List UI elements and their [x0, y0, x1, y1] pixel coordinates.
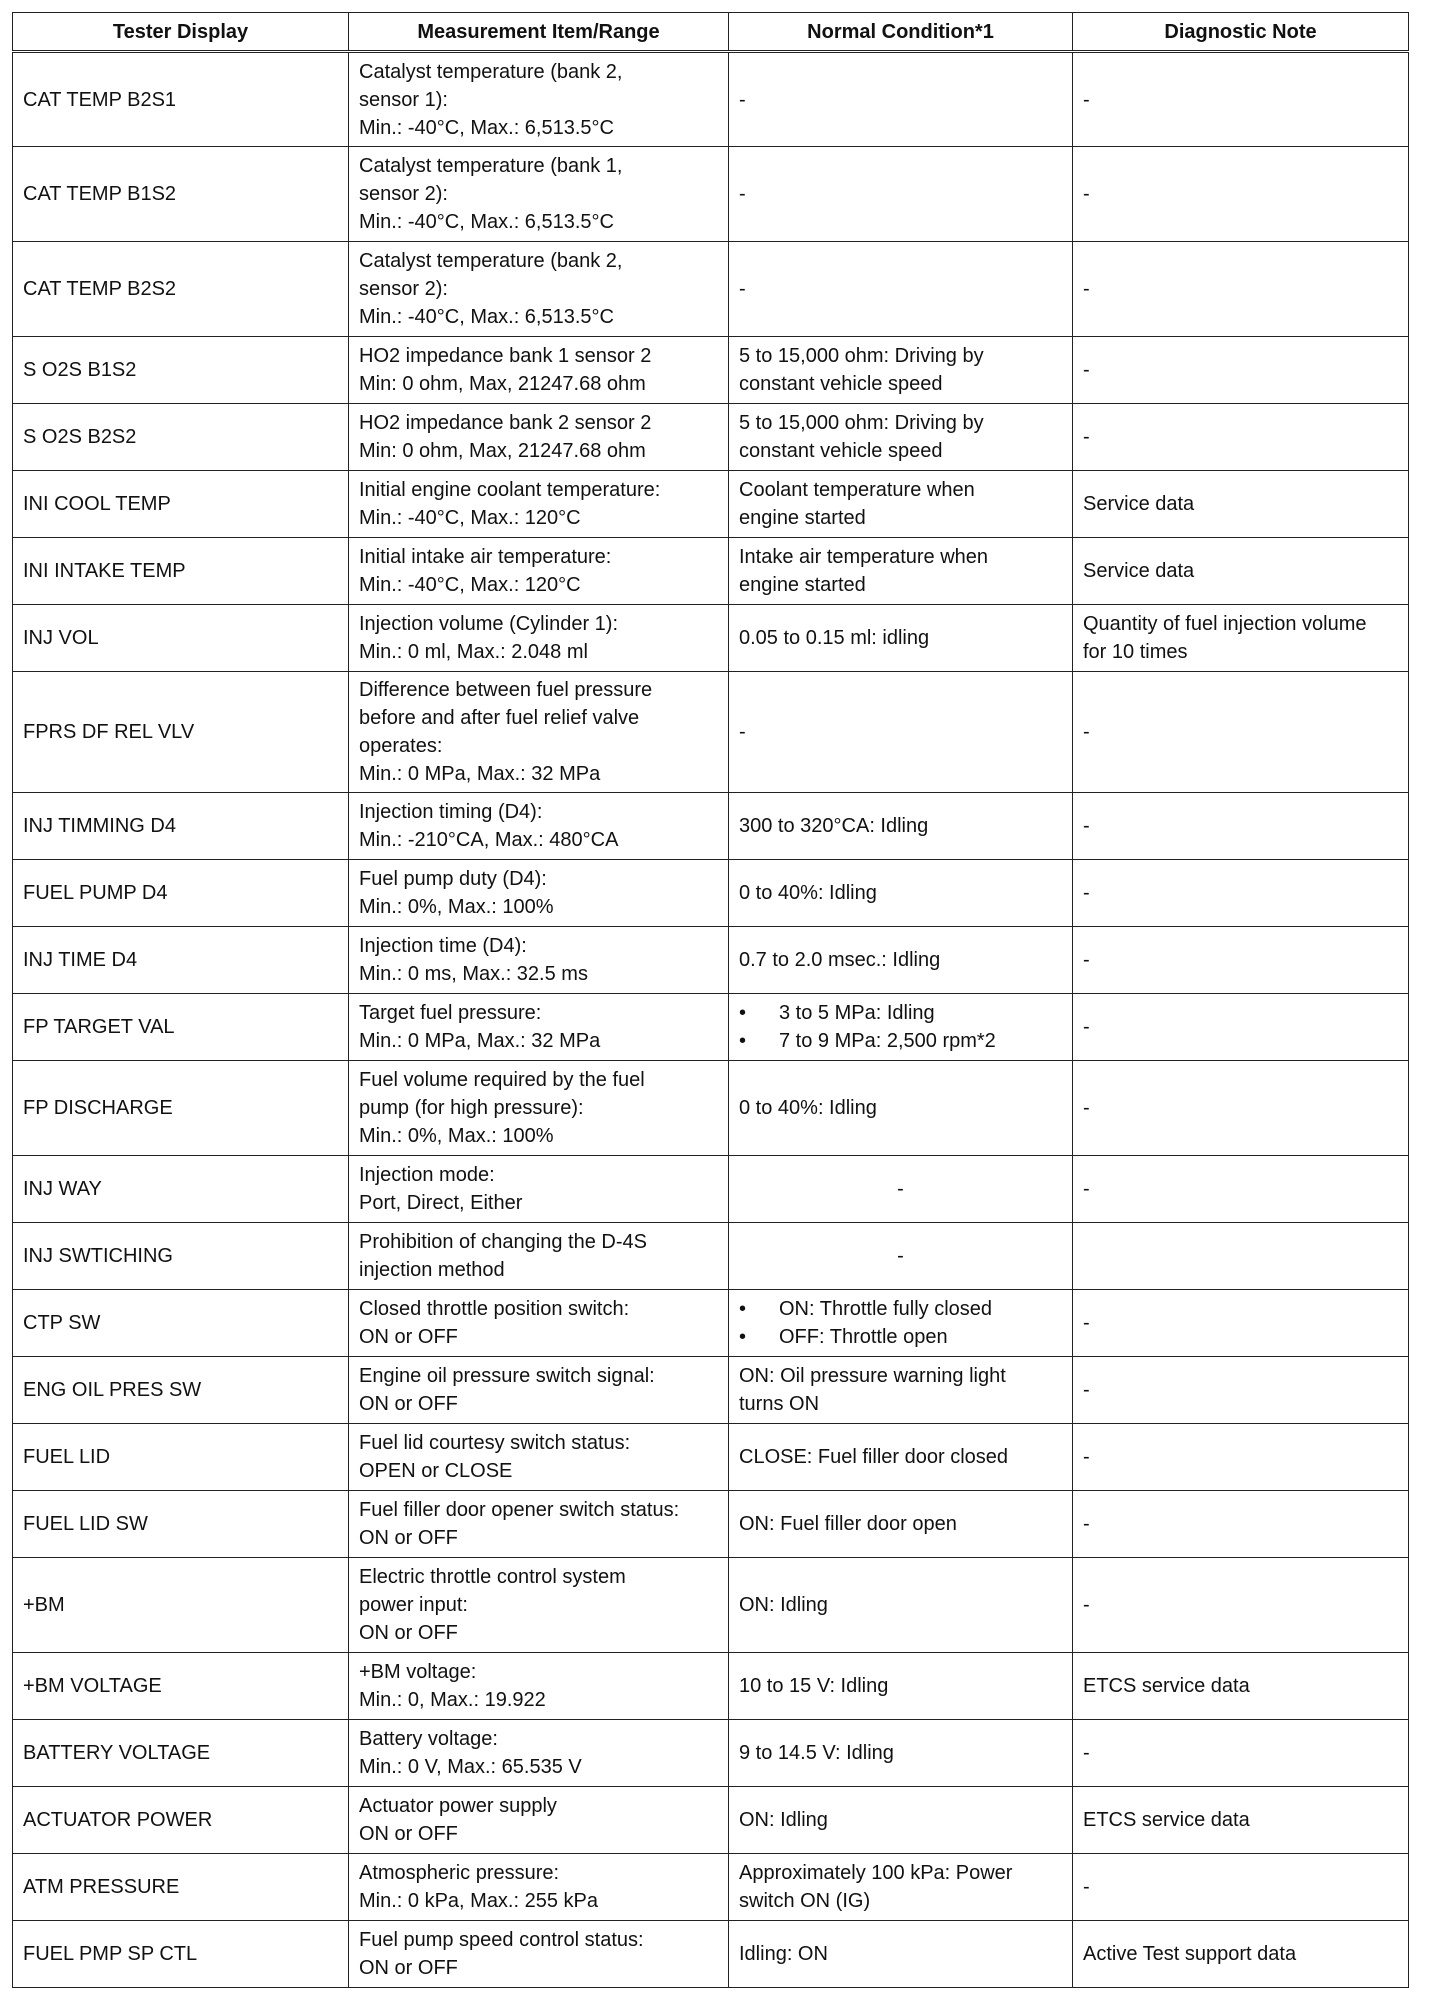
cell-line: turns ON — [739, 1393, 820, 1415]
cell-measurement-item — [349, 242, 729, 337]
table-row — [13, 1061, 1409, 1156]
cell-line: - — [1083, 278, 1090, 300]
table-row — [13, 242, 1409, 337]
cell-diagnostic-note — [1073, 52, 1409, 147]
cell-diagnostic-note — [1073, 337, 1409, 404]
cell-diagnostic-note — [1073, 1061, 1409, 1156]
cell-line: Fuel pump speed control status: — [359, 1929, 644, 1951]
cell-line: ON or OFF — [359, 1823, 458, 1845]
cell-tester-display: CAT TEMP B2S1 — [13, 52, 349, 147]
data-list-document — [12, 12, 1408, 1988]
cell-normal-condition — [729, 404, 1073, 471]
cell-tester-display: INJ TIME D4 — [13, 927, 349, 994]
cell-measurement-item — [349, 1921, 729, 1988]
cell-diagnostic-note — [1073, 404, 1409, 471]
cell-tester-display: INJ SWTICHING — [13, 1223, 349, 1290]
cell-normal-condition — [729, 1787, 1073, 1854]
cell-line: Initial intake air temperature: — [359, 546, 612, 568]
table-row — [13, 927, 1409, 994]
cell-diagnostic-note — [1073, 1223, 1409, 1290]
cell-line: Min.: 0%, Max.: 100% — [359, 896, 554, 918]
header-measurement-item: Measurement Item/Range — [349, 13, 729, 52]
cell-tester-display: S O2S B1S2 — [13, 337, 349, 404]
cell-line: Min: 0 ohm, Max, 21247.68 ohm — [359, 373, 646, 395]
cell-line: - — [739, 183, 746, 205]
cell-measurement-item — [349, 147, 729, 242]
table-row — [13, 1921, 1409, 1988]
cell-line: - — [1083, 1016, 1090, 1038]
cell-normal-condition — [729, 1491, 1073, 1558]
cell-line: Catalyst temperature (bank 2, — [359, 250, 623, 272]
cell-line: Min: 0 ohm, Max, 21247.68 ohm — [359, 440, 646, 462]
cell-line: ON: Idling — [739, 1809, 828, 1831]
cell-measurement-item — [349, 1156, 729, 1223]
cell-line: OPEN or CLOSE — [359, 1460, 513, 1482]
cell-line: - — [1083, 1379, 1090, 1401]
cell-line: Min.: 0 MPa, Max.: 32 MPa — [359, 1030, 601, 1052]
cell-diagnostic-note — [1073, 672, 1409, 793]
cell-measurement-item — [349, 927, 729, 994]
cell-line: constant vehicle speed — [739, 373, 943, 395]
cell-tester-display: ATM PRESSURE — [13, 1854, 349, 1921]
cell-tester-display: INJ TIMMING D4 — [13, 793, 349, 860]
cell-line: 300 to 320°CA: Idling — [739, 815, 929, 837]
cell-diagnostic-note — [1073, 860, 1409, 927]
cell-tester-display: FUEL PUMP D4 — [13, 860, 349, 927]
cell-normal-condition — [729, 242, 1073, 337]
table-row — [13, 52, 1409, 147]
cell-line: sensor 2): — [359, 183, 448, 205]
cell-diagnostic-note — [1073, 994, 1409, 1061]
cell-diagnostic-note — [1073, 1787, 1409, 1854]
cell-normal-condition — [729, 1653, 1073, 1720]
cell-line: ON or OFF — [359, 1957, 458, 1979]
cell-line: HO2 impedance bank 1 sensor 2 — [359, 345, 652, 367]
cell-normal-condition — [729, 1357, 1073, 1424]
cell-line: Atmospheric pressure: — [359, 1862, 560, 1884]
cell-tester-display: INI INTAKE TEMP — [13, 538, 349, 605]
cell-normal-condition — [729, 1156, 1073, 1223]
cell-line: Min.: 0 kPa, Max.: 255 kPa — [359, 1890, 598, 1912]
cell-line: ON or OFF — [359, 1326, 458, 1348]
cell-line: - — [1083, 721, 1090, 743]
header-tester-display: Tester Display — [13, 13, 349, 52]
cell-line: - — [1083, 815, 1090, 837]
cell-line: Min.: 0 V, Max.: 65.535 V — [359, 1756, 582, 1778]
bullet-list — [739, 999, 1062, 1055]
table-row — [13, 1854, 1409, 1921]
bullet-list — [739, 1295, 1062, 1351]
cell-line: engine started — [739, 574, 866, 596]
table-row — [13, 1424, 1409, 1491]
cell-tester-display: FP TARGET VAL — [13, 994, 349, 1061]
cell-line: Min.: 0 MPa, Max.: 32 MPa — [359, 763, 601, 785]
cell-line: 0 to 40%: Idling — [739, 882, 877, 904]
table-row — [13, 538, 1409, 605]
cell-tester-display: +BM — [13, 1558, 349, 1653]
cell-measurement-item — [349, 994, 729, 1061]
cell-normal-condition — [729, 1921, 1073, 1988]
cell-line: Injection volume (Cylinder 1): — [359, 613, 618, 635]
cell-diagnostic-note — [1073, 1558, 1409, 1653]
cell-measurement-item — [349, 1061, 729, 1156]
table-row — [13, 793, 1409, 860]
cell-measurement-item — [349, 1491, 729, 1558]
cell-tester-display: FPRS DF REL VLV — [13, 672, 349, 793]
cell-line: Battery voltage: — [359, 1728, 498, 1750]
header-normal-condition: Normal Condition*1 — [729, 13, 1073, 52]
cell-measurement-item — [349, 52, 729, 147]
cell-measurement-item — [349, 538, 729, 605]
cell-line: ON: Fuel filler door open — [739, 1513, 957, 1535]
cell-line: Catalyst temperature (bank 1, — [359, 155, 623, 177]
bullet-item: • ON: Throttle fully closed — [739, 1295, 1062, 1323]
table-row — [13, 1357, 1409, 1424]
cell-normal-condition — [729, 672, 1073, 793]
cell-line: sensor 2): — [359, 278, 448, 300]
cell-line: constant vehicle speed — [739, 440, 943, 462]
cell-line: Fuel filler door opener switch status: — [359, 1499, 680, 1521]
cell-normal-condition — [729, 1720, 1073, 1787]
cell-line: HO2 impedance bank 2 sensor 2 — [359, 412, 652, 434]
table-row — [13, 860, 1409, 927]
cell-normal-condition — [729, 927, 1073, 994]
cell-measurement-item — [349, 337, 729, 404]
cell-line: ETCS service data — [1083, 1675, 1250, 1697]
cell-line: engine started — [739, 507, 866, 529]
cell-line: Actuator power supply — [359, 1795, 557, 1817]
cell-diagnostic-note — [1073, 1290, 1409, 1357]
cell-tester-display: FUEL PMP SP CTL — [13, 1921, 349, 1988]
cell-measurement-item — [349, 1854, 729, 1921]
cell-line: - — [1083, 1742, 1090, 1764]
cell-normal-condition — [729, 337, 1073, 404]
cell-line: 5 to 15,000 ohm: Driving by — [739, 345, 984, 367]
cell-measurement-item — [349, 1558, 729, 1653]
cell-normal-condition — [729, 52, 1073, 147]
cell-line: Injection timing (D4): — [359, 801, 543, 823]
cell-line: Target fuel pressure: — [359, 1002, 542, 1024]
cell-measurement-item — [349, 1290, 729, 1357]
table-row — [13, 337, 1409, 404]
cell-line: for 10 times — [1083, 641, 1188, 663]
cell-normal-condition — [729, 1424, 1073, 1491]
cell-line: - — [739, 721, 746, 743]
cell-measurement-item — [349, 404, 729, 471]
header-diagnostic-note: Diagnostic Note — [1073, 13, 1409, 52]
bullet-item: • OFF: Throttle open — [739, 1323, 1062, 1351]
cell-line: Closed throttle position switch: — [359, 1298, 630, 1320]
cell-normal-condition — [729, 1223, 1073, 1290]
cell-tester-display: ENG OIL PRES SW — [13, 1357, 349, 1424]
cell-line: CLOSE: Fuel filler door closed — [739, 1446, 1009, 1468]
bullet-item: • 7 to 9 MPa: 2,500 rpm*2 — [739, 1027, 1062, 1055]
cell-diagnostic-note — [1073, 1156, 1409, 1223]
cell-line: 10 to 15 V: Idling — [739, 1675, 889, 1697]
cell-tester-display: BATTERY VOLTAGE — [13, 1720, 349, 1787]
cell-tester-display: FUEL LID — [13, 1424, 349, 1491]
cell-line: 5 to 15,000 ohm: Driving by — [739, 412, 984, 434]
cell-line: Min.: 0, Max.: 19.922 — [359, 1689, 546, 1711]
cell-diagnostic-note — [1073, 1491, 1409, 1558]
cell-normal-condition — [729, 1290, 1073, 1357]
cell-line: ON: Oil pressure warning light — [739, 1365, 1006, 1387]
cell-line: Min.: -40°C, Max.: 120°C — [359, 574, 581, 596]
cell-line: 0.7 to 2.0 msec.: Idling — [739, 949, 941, 971]
cell-line: Prohibition of changing the D-4S — [359, 1231, 647, 1253]
cell-diagnostic-note — [1073, 605, 1409, 672]
cell-line: ON: Idling — [739, 1594, 828, 1616]
table-row — [13, 1558, 1409, 1653]
cell-tester-display: INI COOL TEMP — [13, 471, 349, 538]
cell-line: power input: — [359, 1594, 468, 1616]
cell-line: Difference between fuel pressure — [359, 679, 653, 701]
cell-line: - — [739, 88, 746, 111]
table-header-row — [13, 13, 1409, 52]
cell-normal-condition — [729, 538, 1073, 605]
cell-line: - — [1083, 1446, 1090, 1468]
cell-normal-condition — [729, 1854, 1073, 1921]
cell-normal-condition — [729, 1061, 1073, 1156]
cell-line: - — [1083, 1312, 1090, 1334]
cell-line: Min.: -210°CA, Max.: 480°CA — [359, 829, 619, 851]
cell-line: ON or OFF — [359, 1527, 458, 1549]
cell-tester-display: FUEL LID SW — [13, 1491, 349, 1558]
cell-normal-condition — [729, 793, 1073, 860]
cell-diagnostic-note — [1073, 927, 1409, 994]
table-row — [13, 147, 1409, 242]
cell-diagnostic-note — [1073, 538, 1409, 605]
cell-line: Min.: 0 ml, Max.: 2.048 ml — [359, 641, 588, 663]
cell-line: Fuel lid courtesy switch status: — [359, 1432, 631, 1454]
cell-line: 0.05 to 0.15 ml: idling — [739, 627, 930, 649]
cell-line: Port, Direct, Either — [359, 1192, 523, 1214]
table-row — [13, 605, 1409, 672]
cell-measurement-item — [349, 1653, 729, 1720]
cell-line: Idling: ON — [739, 1943, 828, 1965]
cell-diagnostic-note — [1073, 1720, 1409, 1787]
cell-line: Min.: 0 ms, Max.: 32.5 ms — [359, 963, 588, 985]
cell-measurement-item — [349, 471, 729, 538]
cell-normal-condition — [729, 994, 1073, 1061]
cell-line: Intake air temperature when — [739, 546, 989, 568]
table-row — [13, 471, 1409, 538]
cell-tester-display: FP DISCHARGE — [13, 1061, 349, 1156]
data-list-table — [12, 12, 1409, 1988]
cell-line: Service data — [1083, 493, 1195, 515]
cell-measurement-item — [349, 1357, 729, 1424]
cell-line: Fuel pump duty (D4): — [359, 868, 547, 890]
cell-diagnostic-note — [1073, 1653, 1409, 1720]
cell-line: Fuel volume required by the fuel — [359, 1069, 645, 1091]
cell-line: - — [1083, 1178, 1090, 1200]
cell-line: Catalyst temperature (bank 2, — [359, 60, 623, 83]
cell-line: Injection mode: — [359, 1164, 495, 1186]
table-row — [13, 994, 1409, 1061]
cell-diagnostic-note — [1073, 1921, 1409, 1988]
cell-line: - — [1083, 1097, 1090, 1119]
table-row — [13, 1491, 1409, 1558]
cell-measurement-item — [349, 860, 729, 927]
table-row — [13, 1787, 1409, 1854]
cell-diagnostic-note — [1073, 1854, 1409, 1921]
cell-measurement-item — [349, 793, 729, 860]
cell-line: Active Test support data — [1083, 1943, 1297, 1965]
cell-measurement-item — [349, 1424, 729, 1491]
cell-diagnostic-note — [1073, 471, 1409, 538]
cell-line: operates: — [359, 735, 443, 757]
cell-normal-condition — [729, 605, 1073, 672]
cell-line: sensor 1): — [359, 88, 448, 111]
cell-measurement-item — [349, 605, 729, 672]
cell-tester-display: CAT TEMP B2S2 — [13, 242, 349, 337]
cell-tester-display: S O2S B2S2 — [13, 404, 349, 471]
cell-diagnostic-note — [1073, 1357, 1409, 1424]
cell-line: ETCS service data — [1083, 1809, 1250, 1831]
cell-line: - — [1083, 88, 1090, 111]
cell-normal-condition — [729, 1558, 1073, 1653]
cell-tester-display: CAT TEMP B1S2 — [13, 147, 349, 242]
cell-normal-condition — [729, 471, 1073, 538]
cell-line: Min.: -40°C, Max.: 6,513.5°C — [359, 211, 614, 233]
cell-line: before and after fuel relief valve — [359, 707, 640, 729]
cell-line: - — [1083, 949, 1090, 971]
cell-line: pump (for high pressure): — [359, 1097, 584, 1119]
cell-tester-display: CTP SW — [13, 1290, 349, 1357]
cell-line: 0 to 40%: Idling — [739, 1097, 877, 1119]
table-row — [13, 1223, 1409, 1290]
cell-line: Electric throttle control system — [359, 1566, 626, 1588]
cell-diagnostic-note — [1073, 147, 1409, 242]
table-row — [13, 1720, 1409, 1787]
cell-tester-display: ACTUATOR POWER — [13, 1787, 349, 1854]
cell-line: Service data — [1083, 560, 1195, 582]
cell-normal-condition — [729, 860, 1073, 927]
cell-line: - — [897, 1178, 904, 1200]
cell-normal-condition — [729, 147, 1073, 242]
cell-line: ON or OFF — [359, 1622, 458, 1644]
table-body — [13, 52, 1409, 1988]
cell-tester-display: INJ VOL — [13, 605, 349, 672]
cell-line: Quantity of fuel injection volume — [1083, 613, 1367, 635]
cell-measurement-item — [349, 1720, 729, 1787]
cell-measurement-item — [349, 672, 729, 793]
cell-tester-display: +BM VOLTAGE — [13, 1653, 349, 1720]
cell-line: ON or OFF — [359, 1393, 458, 1415]
table-row — [13, 1156, 1409, 1223]
cell-line: Min.: 0%, Max.: 100% — [359, 1125, 554, 1147]
cell-line: Initial engine coolant temperature: — [359, 479, 661, 501]
cell-line: - — [1083, 359, 1090, 381]
cell-tester-display: INJ WAY — [13, 1156, 349, 1223]
cell-line: - — [1083, 183, 1090, 205]
cell-line: Min.: -40°C, Max.: 120°C — [359, 507, 581, 529]
cell-line: - — [1083, 1513, 1090, 1535]
cell-line: Min.: -40°C, Max.: 6,513.5°C — [359, 116, 614, 139]
cell-line: - — [739, 278, 746, 300]
cell-line: Coolant temperature when — [739, 479, 975, 501]
table-row — [13, 672, 1409, 793]
cell-line: +BM voltage: — [359, 1661, 477, 1683]
cell-line: - — [1083, 882, 1090, 904]
cell-line: Engine oil pressure switch signal: — [359, 1365, 655, 1387]
cell-line: Approximately 100 kPa: Power — [739, 1862, 1013, 1884]
cell-line: 9 to 14.5 V: Idling — [739, 1742, 894, 1764]
cell-diagnostic-note — [1073, 793, 1409, 860]
cell-diagnostic-note — [1073, 242, 1409, 337]
table-row — [13, 404, 1409, 471]
cell-line: - — [1083, 1876, 1090, 1898]
cell-line: Injection time (D4): — [359, 935, 527, 957]
cell-line: - — [1083, 426, 1090, 448]
table-row — [13, 1653, 1409, 1720]
cell-measurement-item — [349, 1223, 729, 1290]
cell-line: Min.: -40°C, Max.: 6,513.5°C — [359, 306, 614, 328]
cell-line: - — [897, 1245, 904, 1267]
bullet-item: • 3 to 5 MPa: Idling — [739, 999, 1062, 1027]
cell-line: - — [1083, 1594, 1090, 1616]
cell-line: switch ON (IG) — [739, 1890, 871, 1912]
table-row — [13, 1290, 1409, 1357]
cell-line: injection method — [359, 1259, 505, 1281]
cell-measurement-item — [349, 1787, 729, 1854]
cell-diagnostic-note — [1073, 1424, 1409, 1491]
